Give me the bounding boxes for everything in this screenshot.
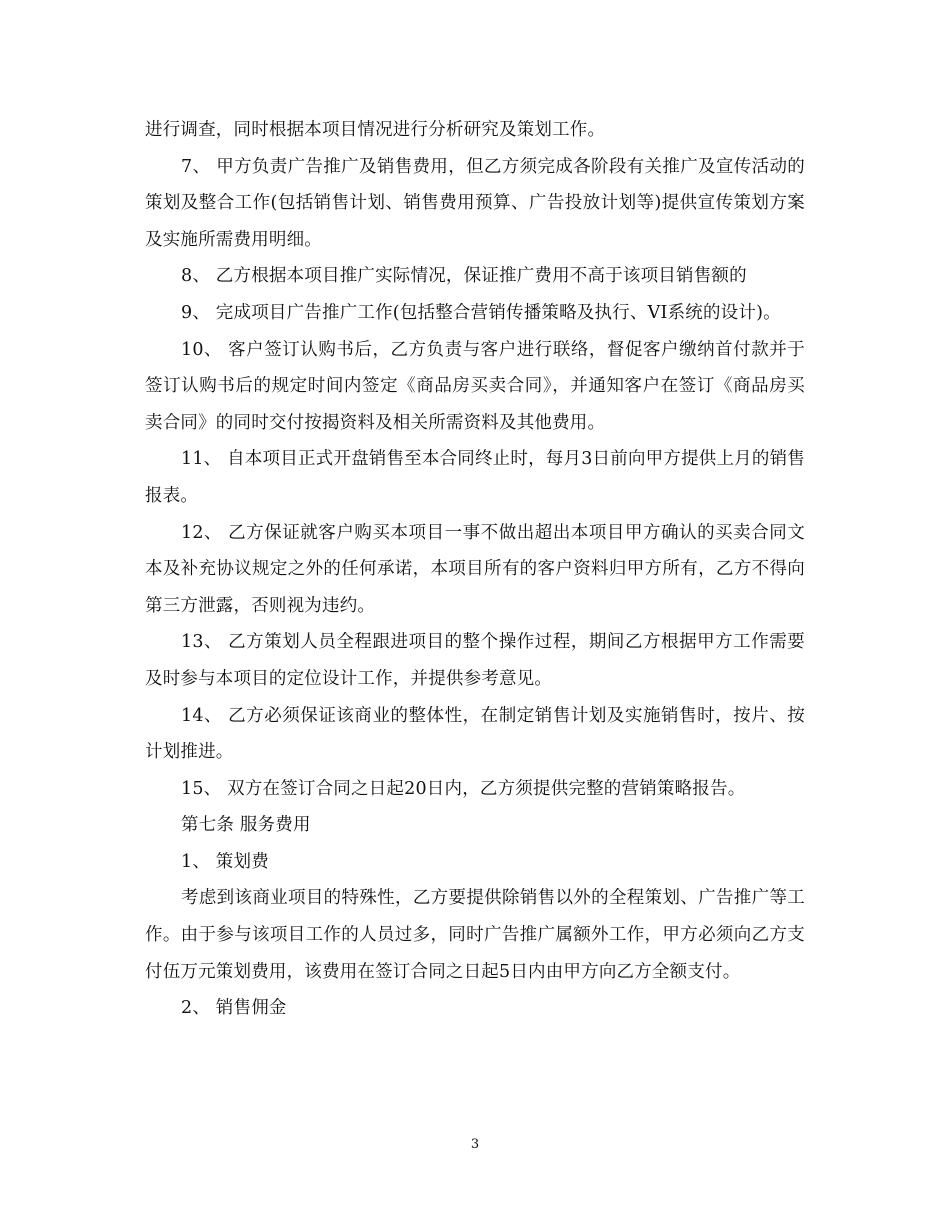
page-number: 3: [470, 1137, 480, 1152]
paragraph-clause-15: 15、 双方在签订合同之日起20日内，乙方须提供完整的营销策略报告。: [181, 778, 746, 799]
paragraph-clause-13: 13、 乙方策划人员全程跟进项目的整个操作过程，期间乙方根据甲方工作需要及时参与本项目的定位设计工作，并提供参考意见。: [145, 632, 805, 689]
subheading-planning-fee: 1、 策划费: [181, 851, 269, 872]
paragraph-continuation: 进行调查，同时根据本项目情况进行分析研究及策划工作。: [145, 120, 606, 140]
subheading-sales-commission: 2、 销售佣金: [181, 998, 287, 1019]
paragraph-clause-14: 14、 乙方必须保证该商业的整体性，在制定销售计划及实施销售时，按片、按计划推进。: [145, 705, 805, 763]
paragraph-planning-fee: 考虑到该商业项目的特殊性，乙方要提供除销售以外的全程策划、广告推广等工作。由于参与该项目工作的人员过多，同时广告推广属额外工作，甲方必须向乙方支付伍万元策划费用，该费用在签订合同之日起5日内由甲方向乙方全额支付。: [145, 888, 805, 982]
document-body: [145, 112, 805, 1027]
paragraph-clause-10: 10、 客户签订认购书后，乙方负责与客户进行联络，督促客户缴纳首付款并于签订认购书后的规定时间内签定《商品房买卖合同》，并通知客户在签订《商品房买卖合同》的同时交付按揭资料及相关所需资料及其他费用。: [145, 339, 805, 433]
paragraph-clause-11: 11、 自本项目正式开盘销售至本合同终止时，每月3日前向甲方提供上月的销售报表。: [145, 449, 805, 506]
paragraph-clause-12: 12、 乙方保证就客户购买本项目一事不做出超出本项目甲方确认的买卖合同文本及补充协议规定之外的任何承诺，本项目所有的客户资料归甲方所有，乙方不得向第三方泄露，否则视为违约。: [145, 522, 805, 616]
paragraph-clause-8: 8、 乙方根据本项目推广实际情况，保证推广费用不高于该项目销售额的: [181, 266, 747, 287]
paragraph-clause-7: 7、 甲方负责广告推广及销售费用，但乙方须完成各阶段有关推广及宣传活动的策划及整合工作(包括销售计划、销售费用预算、广告投放计划等)提供宣传策划方案及实施所需费用明细。: [145, 156, 805, 250]
section-heading-article-7: 第七条 服务费用: [181, 815, 311, 836]
paragraph-clause-9: 9、 完成项目广告推广工作(包括整合营销传播策略及执行、VI系统的设计)。: [181, 302, 781, 323]
